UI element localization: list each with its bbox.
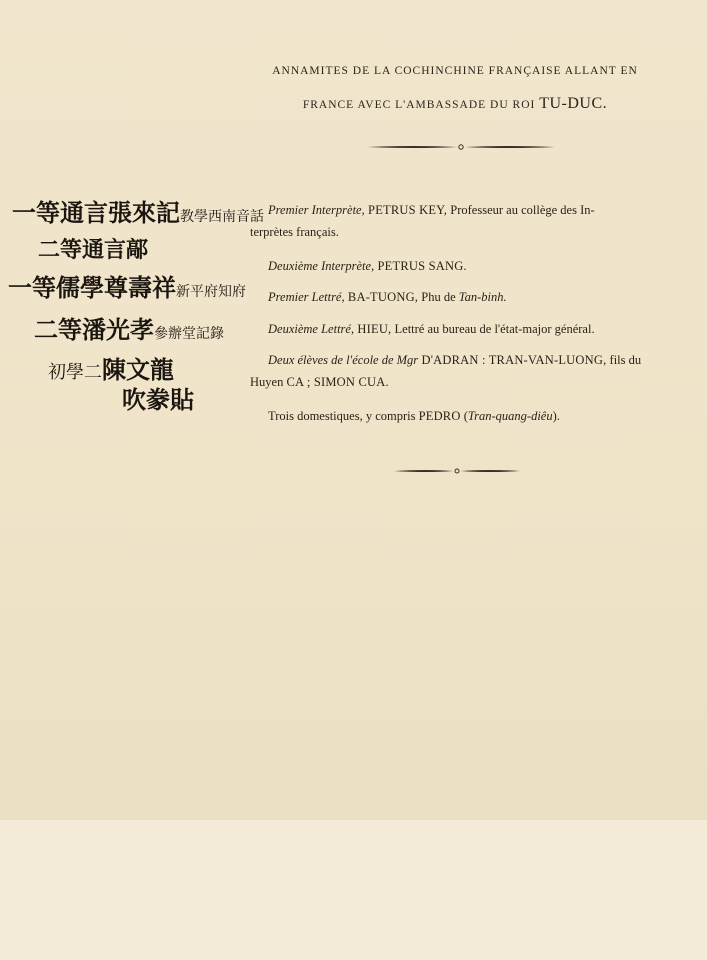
ornamental-rule-top	[365, 142, 557, 152]
entry-trois-domestiques: Trois domestiques, y compris PEDRO (Tran-quang-diêu).	[268, 409, 560, 423]
header-line-2: FRANCE AVEC L'AMBASSADE DU ROI TU-DUC.	[302, 95, 608, 112]
entry-deuxieme-lettre: Deuxième Lettré, HIEU, Lettré au bureau de l'état-major général.	[268, 322, 595, 336]
annotation-line-2: 二等通言鄗	[38, 238, 149, 263]
entry-premier-interprete: Premier Interprète, PETRUS KEY, Professeur au collège des In- terprètes français.	[250, 203, 595, 239]
header-line-1: ANNAMITES DE LA COCHINCHINE FRANÇAISE ALLANT EN	[272, 65, 638, 77]
annotation-line-1: 一等通言張來記教學西南音話	[12, 199, 264, 227]
annotation-line-3: 一等儒學尊壽祥新平府知府	[8, 274, 246, 302]
entry-premier-lettre: Premier Lettré, BA-TUONG, Phu de Tan-binh.	[268, 290, 507, 304]
entry-deux-eleves: Deux élèves de l'école de Mgr D'ADRAN : TRAN-VAN-LUONG, fils du Huyen CA ; SIMON CUA.	[250, 353, 642, 389]
annotation-line-6: 吹豢貼	[122, 386, 194, 414]
annotation-line-5: 初學二陳文龍	[48, 356, 174, 384]
ornamental-rule-bottom	[392, 466, 522, 476]
entry-deuxieme-interprete: Deuxième Interprète, PETRUS SANG.	[268, 259, 467, 273]
annotation-line-4: 二等潘光孝參辦堂記錄	[34, 316, 224, 344]
king-name: TU-DUC.	[539, 95, 608, 112]
